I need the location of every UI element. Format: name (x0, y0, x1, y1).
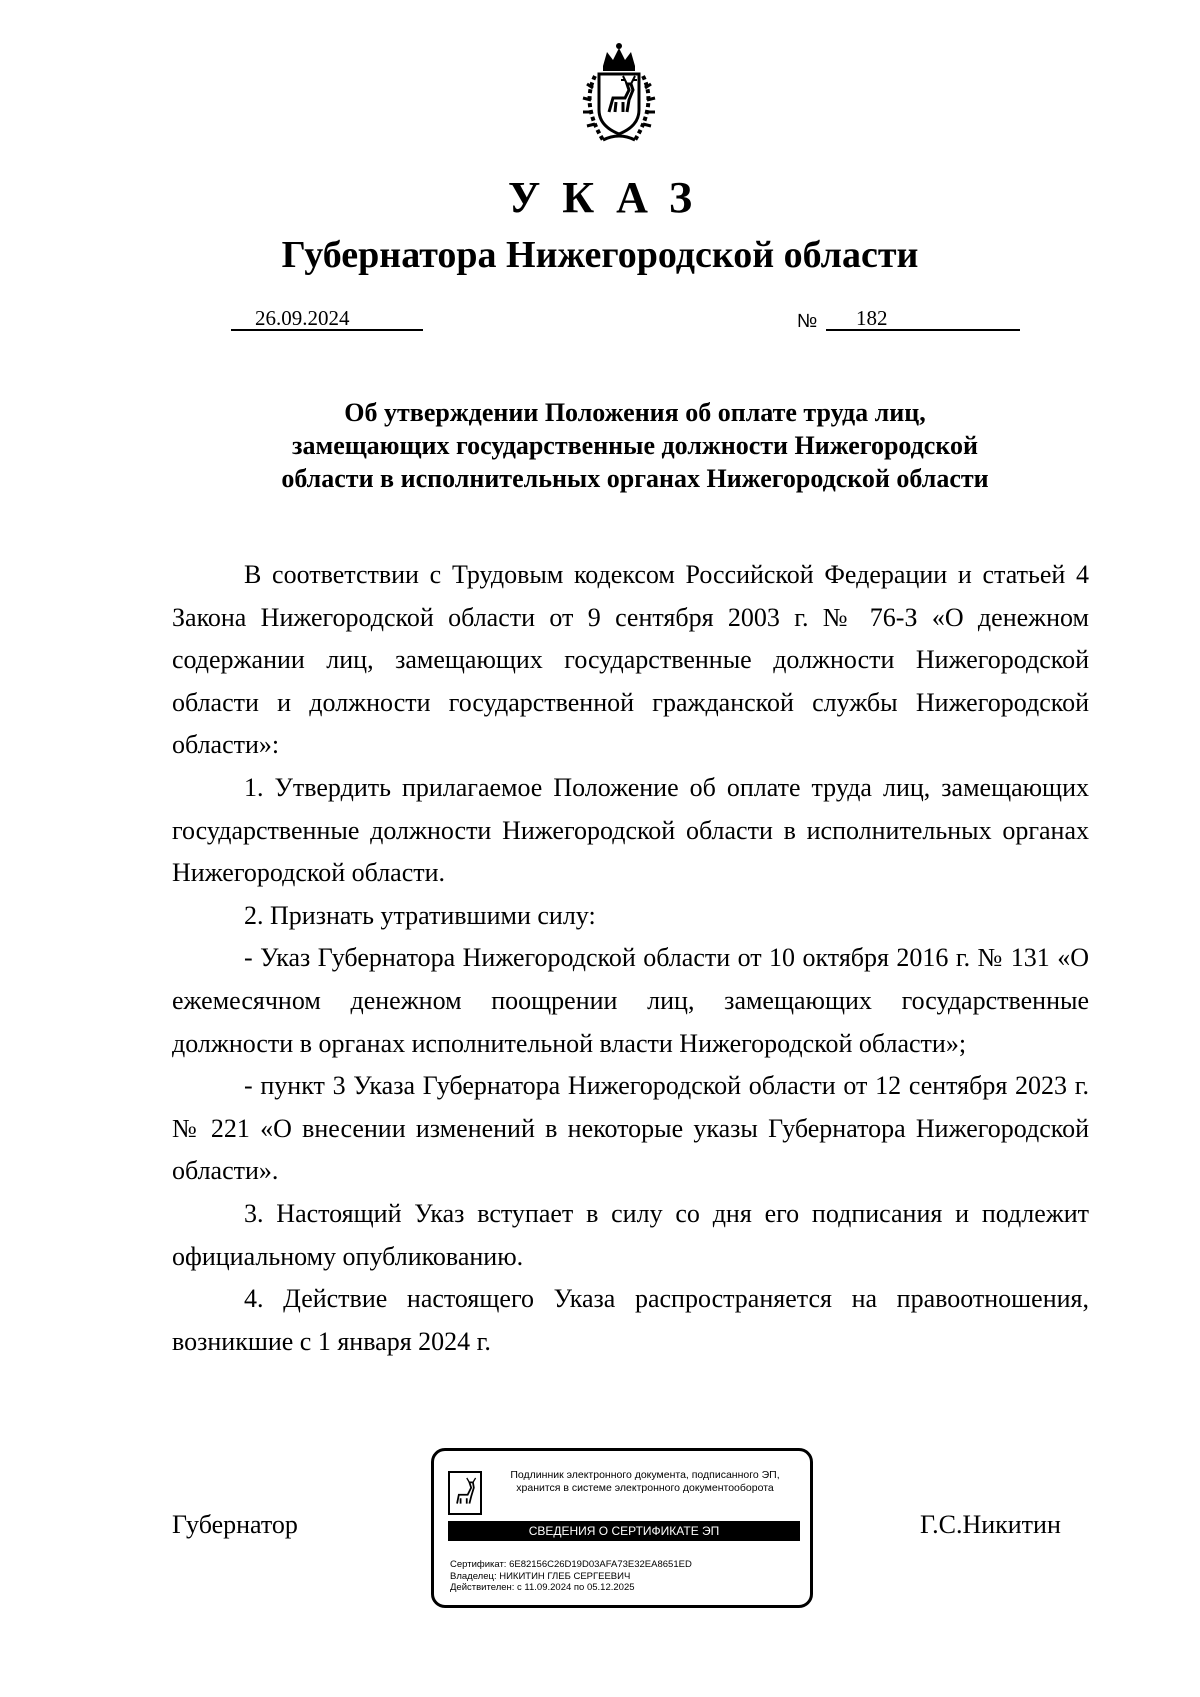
body-paragraph-item-1: 1. Утвердить прилагаемое Положение об оплате труда лиц, замещающих государственные должности Нижегородской области в исполнительных органах Нижегородской области. (172, 772, 1089, 888)
stamp-note-line: Подлинник электронного документа, подписанного ЭП, (510, 1469, 780, 1481)
certificate-serial: Сертификат: 6E82156C26D19D03AFA73E32EA8651ED (450, 1559, 692, 1570)
body-paragraph-item-4: 4. Действие настоящего Указа распространяется на правоотношения, возникшие с 1 января 2024 г. (172, 1284, 1089, 1356)
document-body (172, 554, 1089, 1363)
number-label: № (797, 311, 818, 332)
heading-line: замещающих государственные должности Нижегородской (292, 431, 978, 460)
certificate-info-bar: СВЕДЕНИЯ О СЕРТИФИКАТЕ ЭП (448, 1521, 800, 1541)
signatory-role: Губернатор (172, 1510, 298, 1539)
stamp-note (486, 1469, 804, 1495)
body-paragraph-preamble: В соответствии с Трудовым кодексом Российской Федерации и статьей 4 Закона Нижегородской области от 9 сентября 2003 г. № 76-З «О денежном содержании лиц, замещающих государственные должности Нижегородской области и должности государственной гражданской службы Нижегородской области»: (172, 560, 1089, 760)
coat-of-arms-icon (569, 40, 669, 148)
document-type-title: УКАЗ (507, 173, 715, 222)
body-paragraph-item-2-sub-1: - Указ Губернатора Нижегородской области от 10 октября 2016 г. № 131 «О ежемесячном денежном поощрении лиц, замещающих государственные должности в органах исполнительной власти Нижегородской области»; (172, 943, 1089, 1058)
certificate-validity: Действителен: с 11.09.2024 по 05.12.2025 (450, 1582, 635, 1593)
document-date: 26.09.2024 (231, 305, 423, 331)
document-heading (170, 396, 1100, 495)
heading-line: Об утверждении Положения об оплате труда лиц, (344, 398, 926, 427)
document-number: 182 (826, 305, 1020, 331)
certificate-details (450, 1559, 805, 1594)
electronic-signature-stamp (431, 1448, 813, 1608)
body-paragraph-item-3: 3. Настоящий Указ вступает в силу со дня его подписания и подлежит официальному опубликованию. (172, 1198, 1089, 1271)
deer-emblem-icon (448, 1471, 482, 1515)
body-paragraph-item-2-sub-2: - пункт 3 Указа Губернатора Нижегородской области от 12 сентября 2023 г. № 221 «О внесении изменений в некоторые указы Губернатора Нижегородской области». (172, 1071, 1089, 1186)
issuer-subtitle: Губернатора Нижегородской области (281, 234, 919, 276)
body-paragraph-item-2: 2. Признать утратившими силу: (244, 900, 596, 930)
heading-line: области в исполнительных органах Нижегородской области (281, 464, 989, 493)
stamp-note-line: хранится в системе электронного документооборота (516, 1482, 774, 1494)
certificate-owner: Владелец: НИКИТИН ГЛЕБ СЕРГЕЕВИЧ (450, 1570, 631, 1582)
signatory-name: Г.С.Никитин (920, 1510, 1061, 1539)
